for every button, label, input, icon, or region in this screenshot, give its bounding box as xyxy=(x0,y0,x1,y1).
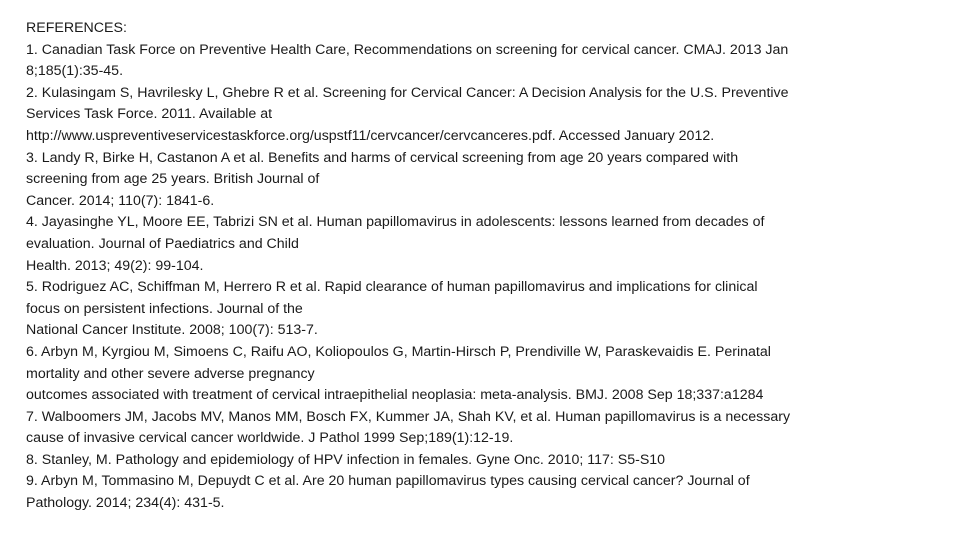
reference-line: screening from age 25 years. British Journal of xyxy=(26,171,320,188)
references-heading: REFERENCES: xyxy=(26,20,127,36)
reference-line: Pathology. 2014; 234(4): 431-5. xyxy=(26,495,225,512)
reference-line: 4. Jayasinghe YL, Moore EE, Tabrizi SN et al. Human papillomavirus in adolescents: lessons learned from decades of xyxy=(26,214,765,231)
reference-line: evaluation. Journal of Paediatrics and Child xyxy=(26,235,299,252)
reference-line: 7. Walboomers JM, Jacobs MV, Manos MM, Bosch FX, Kummer JA, Shah KV, et al. Human papillomavirus is a necessary xyxy=(26,408,791,425)
reference-line: 6. Arbyn M, Kyrgiou M, Simoens C, Raifu AO, Koliopoulos G, Martin-Hirsch P, Prendiville W, Paraskevaidis E. Perinatal xyxy=(26,343,771,360)
reference-line: 8. Stanley, M. Pathology and epidemiology of HPV infection in females. Gyne Onc. 2010; 117: S5-S10 xyxy=(26,451,666,468)
reference-line: Services Task Force. 2011. Available at xyxy=(26,106,273,123)
reference-line: outcomes associated with treatment of cervical intraepithelial neoplasia: meta-analysis. BMJ. 2008 Sep 18;337:a1284 xyxy=(26,387,764,404)
reference-line: cause of invasive cervical cancer worldwide. J Pathol 1999 Sep;189(1):12-19. xyxy=(26,430,514,447)
reference-line: 9. Arbyn M, Tommasino M, Depuydt C et al. Are 20 human papillomavirus types causing cervical cancer? Journal of xyxy=(26,473,750,490)
reference-line: mortality and other severe adverse pregnancy xyxy=(26,365,315,382)
reference-url: http://www.uspreventiveservicestaskforce.org/uspstf11/cervcancer/cervcanceres.pdf. Accessed January 2012. xyxy=(26,127,715,144)
reference-line: 5. Rodriguez AC, Schiffman M, Herrero R et al. Rapid clearance of human papillomavirus and implications for clinical xyxy=(26,279,758,296)
reference-line: National Cancer Institute. 2008; 100(7): 513-7. xyxy=(26,322,318,339)
reference-line: Health. 2013; 49(2): 99-104. xyxy=(26,257,204,274)
reference-line: 8;185(1):35-45. xyxy=(26,63,124,80)
reference-line: 2. Kulasingam S, Havrilesky L, Ghebre R et al. Screening for Cervical Cancer: A Decision Analysis for the U.S. Preventive xyxy=(26,84,789,101)
references-block xyxy=(26,18,926,515)
reference-line: 3. Landy R, Birke H, Castanon A et al. Benefits and harms of cervical screening from age 20 years compared with xyxy=(26,149,739,166)
reference-line: focus on persistent infections. Journal of the xyxy=(26,300,303,317)
reference-line: Cancer. 2014; 110(7): 1841-6. xyxy=(26,192,215,209)
reference-line: 1. Canadian Task Force on Preventive Health Care, Recommendations on screening for cervical cancer. CMAJ. 2013 Jan xyxy=(26,41,789,58)
